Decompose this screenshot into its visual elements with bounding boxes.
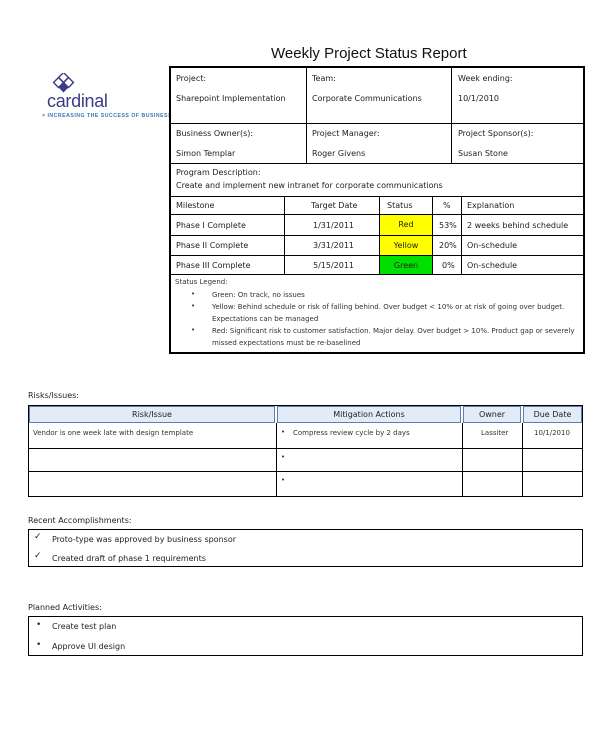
divider	[170, 163, 584, 164]
risks-section-title: Risks/Issues:	[28, 391, 79, 400]
accomplishments-section-title: Recent Accomplishments:	[28, 516, 132, 525]
week-ending-label: Week ending:	[458, 74, 513, 83]
planned-item: Approve UI design	[52, 642, 126, 651]
status-badge: Red	[380, 215, 432, 235]
bullet-icon: •	[281, 453, 286, 461]
milestone-name: Phase I Complete	[176, 221, 246, 230]
divider	[170, 274, 584, 275]
project-sponsor-label: Project Sponsor(s):	[458, 129, 534, 138]
project-sponsor-value: Susan Stone	[458, 149, 508, 158]
bullet-icon: •	[191, 326, 196, 334]
milestone-explanation: On-schedule	[467, 241, 518, 250]
checkmark-icon: ✓	[34, 532, 42, 542]
bullet-icon: •	[191, 290, 196, 298]
risk-cell: Vendor is one week late with design template	[33, 429, 194, 437]
legend-title: Status Legend:	[175, 278, 228, 286]
legend-red: Red: Significant risk to customer satisfaction. Major delay. Over budget > 10%. Product gap or severely	[212, 327, 575, 335]
due-date-header: Due Date	[523, 406, 582, 423]
milestone-explanation: 2 weeks behind schedule	[467, 221, 569, 230]
divider	[170, 214, 584, 215]
divider	[284, 196, 285, 274]
company-logo	[40, 73, 170, 125]
milestone-target-date: 3/31/2011	[313, 241, 355, 250]
owner-cell: Lassiter	[481, 429, 509, 437]
milestone-target-date: 5/15/2011	[313, 261, 355, 270]
due-date-cell: 10/1/2010	[534, 429, 570, 437]
divider	[461, 196, 462, 274]
legend-yellow: Yellow: Behind schedule or risk of falling behind. Over budget < 10% or at risk of going over budget.	[212, 303, 565, 311]
business-owner-label: Business Owner(s):	[176, 129, 254, 138]
target-date-header: Target Date	[311, 201, 358, 210]
bullet-icon: •	[281, 428, 286, 436]
bullet-icon: •	[191, 302, 196, 310]
milestone-percent: 20%	[439, 241, 457, 250]
divider	[28, 471, 583, 472]
team-value: Corporate Communications	[312, 94, 422, 103]
week-ending-value: 10/1/2010	[458, 94, 500, 103]
divider	[522, 423, 523, 497]
divider	[276, 423, 277, 497]
milestone-percent: 53%	[439, 221, 457, 230]
legend-yellow-cont: Expectations can be managed	[212, 315, 319, 323]
project-value: Sharepoint Implementation	[176, 94, 286, 103]
milestone-percent: 0%	[442, 261, 455, 270]
divider	[306, 67, 307, 163]
divider	[170, 235, 584, 236]
status-badge: Yellow	[380, 236, 432, 255]
divider	[170, 255, 584, 256]
divider	[28, 448, 583, 449]
accomplishment-item: Proto-type was approved by business sponsor	[52, 535, 236, 544]
divider	[462, 423, 463, 497]
milestone-explanation: On-schedule	[467, 261, 518, 270]
divider	[432, 196, 433, 274]
report-title: Weekly Project Status Report	[271, 45, 467, 62]
explanation-header: Explanation	[467, 201, 515, 210]
legend-green: Green: On track, no issues	[212, 291, 305, 299]
divider	[170, 123, 584, 124]
legend-red-cont: missed expectations must be re-baselined	[212, 339, 361, 347]
project-label: Project:	[176, 74, 207, 83]
planned-item: Create test plan	[52, 622, 117, 631]
program-description-value: Create and implement new intranet for corporate communications	[176, 181, 443, 190]
milestone-name: Phase III Complete	[176, 261, 251, 270]
divider	[170, 196, 584, 197]
business-owner-value: Simon Templar	[176, 149, 236, 158]
checkmark-icon: ✓	[34, 551, 42, 561]
logo-wordmark: cardinal	[47, 91, 108, 111]
divider	[451, 67, 452, 163]
owner-header: Owner	[463, 406, 521, 423]
status-badge: Green	[380, 256, 432, 274]
logo-tagline: > INCREASING THE SUCCESS OF BUSINESS	[42, 113, 172, 119]
accomplishment-item: Created draft of phase 1 requirements	[52, 554, 206, 563]
bullet-icon: •	[281, 476, 286, 484]
bullet-icon: •	[36, 640, 42, 650]
bullet-icon: •	[36, 620, 42, 630]
milestone-name: Phase II Complete	[176, 241, 249, 250]
planned-section-title: Planned Activities:	[28, 603, 102, 612]
milestone-header: Milestone	[176, 201, 215, 210]
status-header: Status	[387, 201, 413, 210]
risk-issue-header: Risk/Issue	[29, 406, 275, 423]
milestone-target-date: 1/31/2011	[313, 221, 355, 230]
percent-header: %	[443, 201, 451, 210]
mitigation-header: Mitigation Actions	[277, 406, 461, 423]
team-label: Team:	[312, 74, 336, 83]
project-manager-label: Project Manager:	[312, 129, 380, 138]
project-manager-value: Roger Givens	[312, 149, 366, 158]
mitigation-cell: Compress review cycle by 2 days	[293, 429, 410, 437]
program-description-label: Program Description:	[176, 168, 261, 177]
